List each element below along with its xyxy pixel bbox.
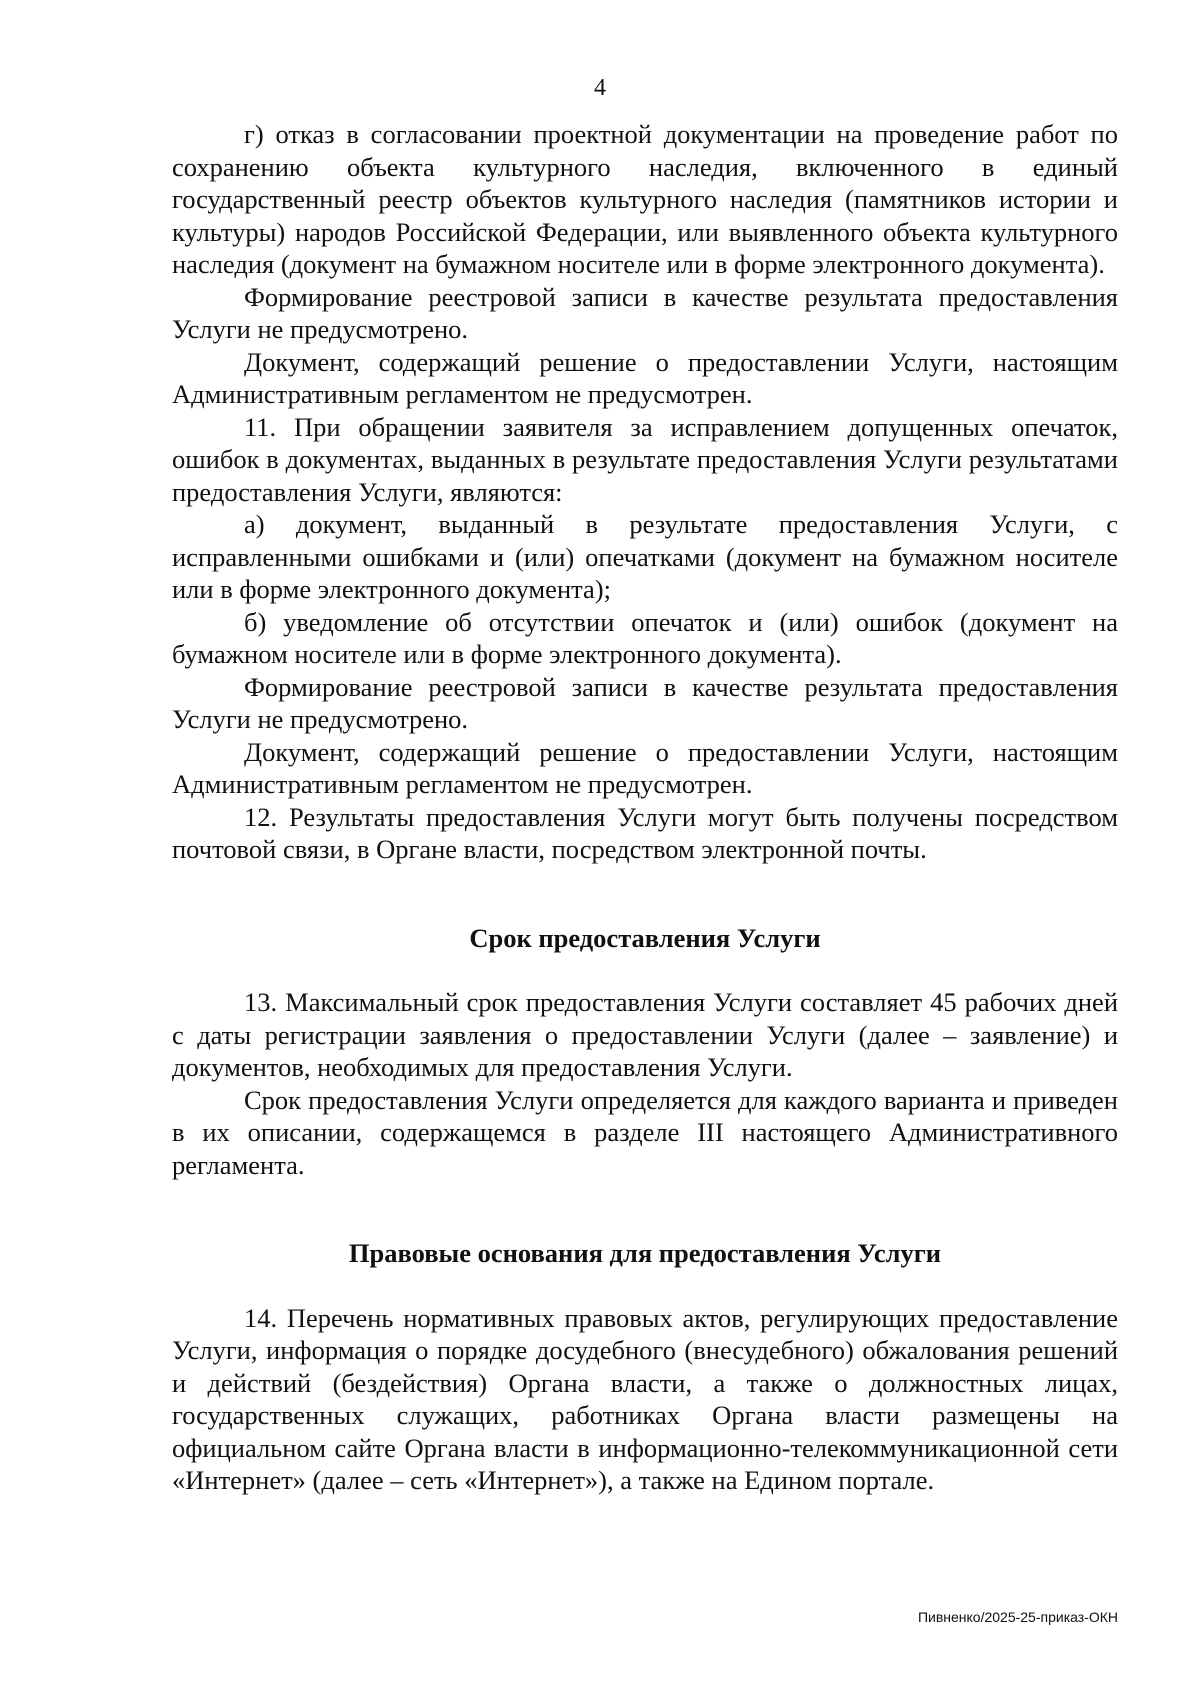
paragraph-item-12: 12. Результаты предоставления Услуги могут быть получены посредством почтовой связи, в Органе власти, посредством электронной почты. (172, 801, 1118, 864)
paragraph-g-refusal: г) отказ в согласовании проектной документации на проведение работ по сохранению объекта культурного наследия, включенного в единый государственный реестр объектов культурного наследия (памятников истории и культуры) народов Российской Федерации, или выявленного объекта культурного наследия (документ на бумажном носителе или в форме электронного документа). (172, 119, 1118, 279)
section-heading-term: Срок предоставления Услуги (469, 922, 821, 953)
paragraph-decision-document-2: Документ, содержащий решение о предоставлении Услуги, настоящим Административным регламентом не предусмотрен. (172, 736, 1118, 799)
paragraph-item-14: 14. Перечень нормативных правовых актов, регулирующих предоставление Услуги, информация о порядке досудебного (внесудебного) обжалования решений и действий (бездействия) Органа власти, а также о должностных лицах, государственных служащих, работниках Органа власти размещены на официальном сайте Органа власти в информационно-телекоммуникационной сети «Интернет» (далее – сеть «Интернет»), а также на Едином портале. (172, 1302, 1118, 1495)
spacer (172, 954, 1118, 986)
paragraph-decision-document: Документ, содержащий решение о предоставлении Услуги, настоящим Административным регламентом не предусмотрен. (172, 346, 1118, 409)
paragraph-registry-record: Формирование реестровой записи в качестве результата предоставления Услуги не предусмотрено. (172, 281, 1118, 344)
paragraph-11b: б) уведомление об отсутствии опечаток и (или) ошибок (документ на бумажном носителе или в форме электронного документа). (172, 606, 1118, 669)
document-body (172, 118, 1118, 1497)
paragraph-term-variant: Срок предоставления Услуги определяется для каждого варианта и приведен в их описании, содержащемся в разделе III настоящего Административного регламента. (172, 1084, 1118, 1180)
spacer (172, 866, 1118, 922)
page-number: 4 (594, 75, 606, 101)
paragraph-registry-record-2: Формирование реестровой записи в качестве результата предоставления Услуги не предусмотрено. (172, 671, 1118, 734)
paragraph-item-13: 13. Максимальный срок предоставления Услуги составляет 45 рабочих дней с даты регистрации заявления о предоставлении Услуги (далее – заявление) и документов, необходимых для предоставления Услуги. (172, 987, 1118, 1082)
paragraph-item-11: 11. При обращении заявителя за исправлением допущенных опечаток, ошибок в документах, выданных в результате предоставления Услуги результатами предоставления Услуги, являются: (172, 411, 1118, 507)
spacer (172, 1270, 1118, 1302)
spacer (172, 1181, 1118, 1237)
paragraph-11a: а) документ, выданный в результате предоставления Услуги, с исправленными ошибками и (или) опечатками (документ на бумажном носителе или в форме электронного документа); (172, 509, 1118, 604)
section-heading-legal-basis: Правовые основания для предоставления Услуги (348, 1238, 942, 1268)
document-footer-code: Пивненко/2025-25-приказ-ОКН (917, 1609, 1118, 1625)
